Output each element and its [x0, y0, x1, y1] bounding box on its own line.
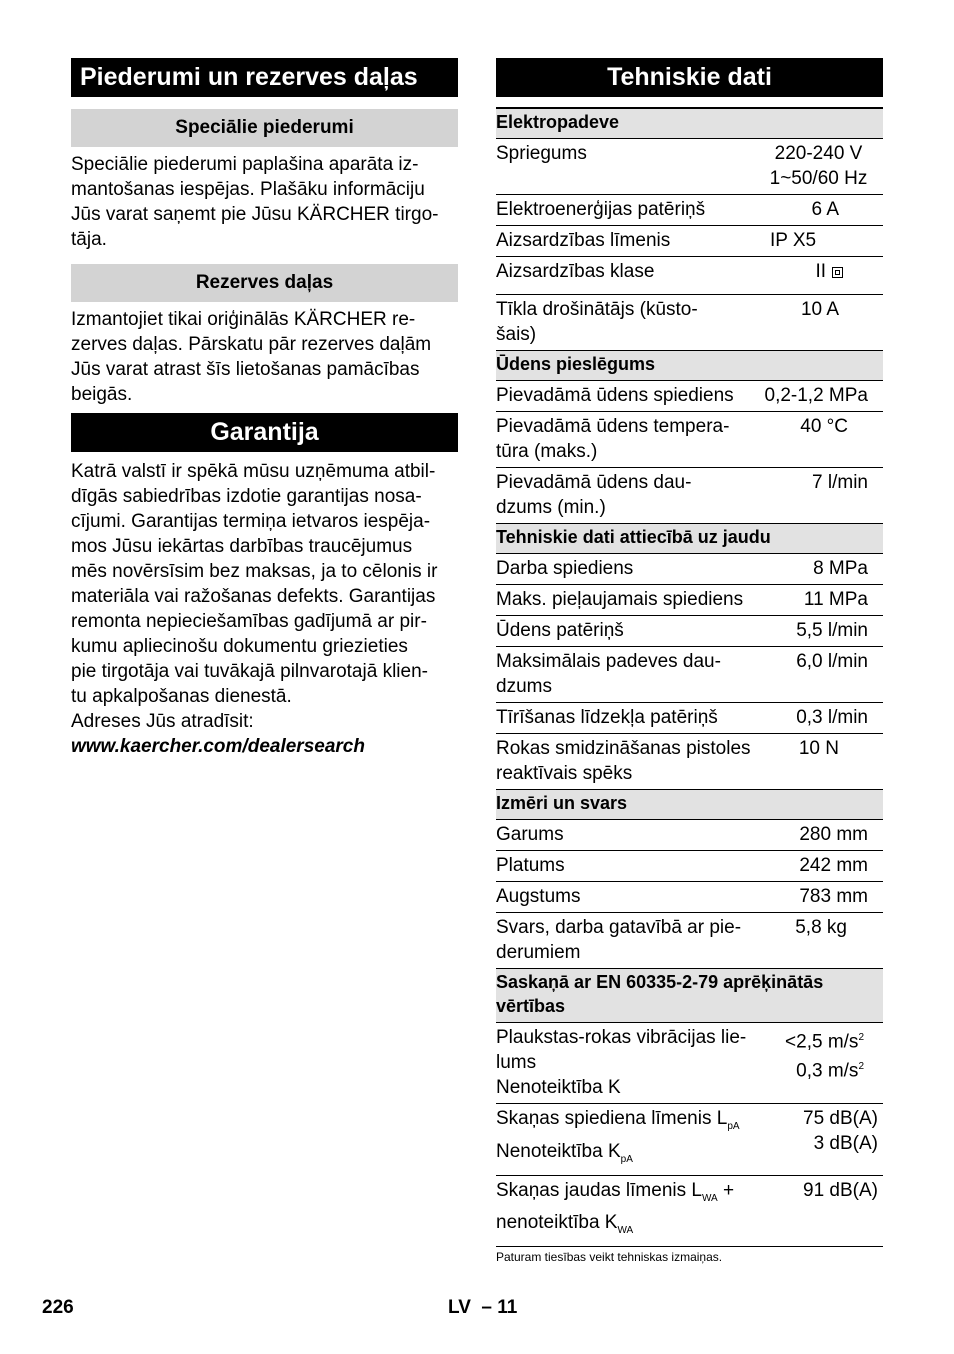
text-line: Jūs varat saņemt pie Jūsu KÄRCHER tirgo- — [71, 204, 439, 225]
row-label: Spriegums — [496, 143, 587, 164]
section-row-dimensions — [496, 790, 883, 820]
row-value: 91 dB(A) — [803, 1179, 878, 1201]
row-label — [496, 412, 754, 468]
row-value: IP X5 — [770, 230, 817, 251]
label-line: Rokas smidzināšanas pistoles — [496, 738, 751, 759]
text-line: tu apkalpošanas dienestā. — [71, 686, 292, 707]
text-line: cījumi. Garantijas termiņa ietvaros iespēja- — [71, 511, 431, 532]
label-text: Skaņas jaudas līmenis L — [496, 1179, 702, 1201]
row-label: Elektroenerģijas patēriņš — [496, 199, 706, 220]
label-text: Skaņas spiediena līmenis L — [496, 1108, 728, 1129]
left-column — [71, 58, 458, 759]
value-line — [754, 1025, 864, 1054]
special-accessories-heading: Speciālie piederumi — [71, 109, 458, 147]
table-row — [496, 554, 883, 585]
tech-data-heading: Tehniskie dati — [496, 58, 883, 97]
table-row — [496, 703, 883, 734]
row-value: 40 °C — [800, 416, 848, 437]
row-label: Aizsardzības klase — [496, 261, 655, 282]
table-row — [496, 139, 883, 195]
label-line: Pievadāmā ūdens dau- — [496, 472, 692, 493]
value-line: 3 dB(A) — [813, 1133, 878, 1154]
table-row — [496, 226, 883, 257]
protection-class-symbol-icon — [832, 267, 843, 278]
row-label: Maks. pieļaujamais spiediens — [496, 589, 744, 610]
label-line: Svars, darba gatavībā ar pie- — [496, 917, 742, 938]
table-row — [496, 851, 883, 882]
section-title — [496, 969, 883, 1023]
table-row — [496, 585, 883, 616]
label-line: lums — [496, 1052, 537, 1073]
text-line: Izmantojiet tikai oriģinālās KÄRCHER re- — [71, 309, 416, 330]
warranty-heading: Garantija — [71, 413, 458, 452]
accessories-heading: Piederumi un rezerves daļas — [71, 58, 458, 97]
row-value: 280 mm — [799, 824, 868, 845]
label-subscript: WA — [701, 1192, 718, 1204]
row-label — [496, 468, 754, 524]
row-value: 10 N — [798, 738, 839, 759]
protection-class-text: II — [815, 261, 826, 282]
section-row-performance — [496, 524, 883, 554]
row-value — [754, 257, 883, 295]
row-value — [754, 1104, 883, 1176]
text-line: dīgās sabiedrības izdotie garantijas nosa- — [71, 486, 422, 507]
row-label: Garums — [496, 824, 564, 845]
label-subscript: pA — [620, 1153, 633, 1165]
section-row-en-values — [496, 969, 883, 1023]
right-column — [496, 58, 883, 1264]
section-title-line: Saskaņā ar EN 60335-2-79 aprēķinātās — [496, 972, 824, 992]
row-value: 5,5 l/min — [796, 620, 868, 641]
section-title-line: vērtības — [496, 996, 566, 1016]
table-row — [496, 295, 883, 351]
table-row — [496, 1104, 883, 1176]
row-label — [496, 1175, 754, 1247]
table-row — [496, 468, 883, 524]
table-row — [496, 257, 883, 295]
vibration-value: <2,5 m/s — [785, 1031, 859, 1053]
label-line — [496, 1139, 754, 1172]
vibration-k-value: 0,3 m/s — [796, 1060, 859, 1082]
label-line: tūra (maks.) — [496, 441, 598, 462]
language-page-label: LV – 11 — [448, 1297, 518, 1318]
special-accessories-text — [71, 152, 458, 252]
label-line: dzums — [496, 676, 552, 697]
label-line: Nenoteiktība K — [496, 1077, 621, 1098]
text-line: Katrā valstī ir spēkā mūsu uzņēmuma atbil- — [71, 461, 436, 482]
row-value: 11 MPa — [803, 589, 868, 610]
unit-exponent: 2 — [858, 1032, 864, 1043]
section-row-water — [496, 351, 883, 381]
row-value — [754, 1023, 883, 1104]
table-row — [496, 882, 883, 913]
warranty-text — [71, 459, 458, 759]
row-label: Augstums — [496, 886, 581, 907]
section-title: Izmēri un svars — [496, 790, 883, 820]
value-line — [754, 1054, 864, 1083]
spare-parts-heading: Rezerves daļas — [71, 264, 458, 302]
row-value: 5,8 kg — [795, 917, 847, 938]
row-label — [496, 1104, 754, 1176]
section-row-power — [496, 108, 883, 139]
section-title: Ūdens pieslēgums — [496, 351, 883, 381]
row-value: 0,2-1,2 MPa — [764, 385, 868, 406]
text-line: Jūs varat atrast šīs lietošanas pamācības — [71, 359, 420, 380]
label-line: dzums (min.) — [496, 497, 606, 518]
row-label: Platums — [496, 855, 565, 876]
label-plus: + — [717, 1179, 735, 1201]
row-value: 783 mm — [799, 886, 868, 907]
table-row — [496, 913, 883, 969]
row-label — [496, 734, 754, 790]
table-row — [496, 1023, 883, 1104]
label-line: Tīkla drošinātājs (kūsto- — [496, 299, 698, 320]
row-label: Darba spiediens — [496, 558, 634, 579]
row-value: 8 MPa — [813, 558, 868, 579]
table-row — [496, 647, 883, 703]
row-value: 6 A — [811, 199, 839, 220]
row-value: 242 mm — [799, 855, 868, 876]
text-line: zerves daļas. Pārskatu pār rezerves daļām — [71, 334, 432, 355]
label-line: šais) — [496, 324, 537, 345]
label-subscript: pA — [727, 1120, 740, 1132]
label-line — [496, 1210, 754, 1243]
text-line: tāja. — [71, 229, 107, 250]
section-title: Tehniskie dati attiecībā uz jaudu — [496, 524, 883, 554]
row-value: 0,3 l/min — [796, 707, 868, 728]
value-line: 1~50/60 Hz — [769, 168, 868, 189]
label-line: Plaukstas-rokas vibrācijas lie- — [496, 1027, 747, 1048]
dealer-search-link[interactable]: www.kaercher.com/dealersearch — [71, 736, 365, 757]
table-row — [496, 1175, 883, 1247]
label-line: Pievadāmā ūdens tempera- — [496, 416, 730, 437]
address-label: Adreses Jūs atradīsit: — [71, 711, 254, 732]
technical-changes-note: Paturam tiesības veikt tehniskas izmaiņas. — [496, 1250, 723, 1265]
row-label: Aizsardzības līmenis — [496, 230, 671, 251]
table-row — [496, 412, 883, 468]
text-line: remonta nepieciešamības gadījumā ar pir- — [71, 611, 427, 632]
text-line: mēs novērsīsim bez maksas, ja to cēlonis ir — [71, 561, 438, 582]
row-label — [496, 647, 754, 703]
table-row — [496, 616, 883, 647]
text-line: pie tirgotāja vai tuvākajā pilnvarotajā klien- — [71, 661, 428, 682]
label-line: Maksimālais padeves dau- — [496, 651, 721, 672]
row-label — [496, 295, 754, 351]
row-value: 7 l/min — [812, 472, 868, 493]
text-line: kumu apliecinošu dokumentu griezieties — [71, 636, 408, 657]
row-value: 10 A — [800, 299, 839, 320]
label-line: derumiem — [496, 942, 581, 963]
tech-data-table — [496, 107, 883, 1247]
text-line: beigās. — [71, 384, 133, 405]
page-number: 226 — [42, 1297, 74, 1318]
label-text: nenoteiktība K — [496, 1212, 618, 1234]
label-subscript: WA — [617, 1225, 634, 1237]
label-line: reaktīvais spēks — [496, 763, 633, 784]
row-label: Ūdens patēriņš — [496, 620, 624, 641]
label-line — [496, 1106, 754, 1139]
row-label — [496, 1023, 754, 1104]
section-title: Elektropadeve — [496, 108, 883, 139]
table-row — [496, 381, 883, 412]
text-line: Speciālie piederumi paplašina aparāta iz- — [71, 154, 419, 175]
row-label: Tīrīšanas līdzekļa patēriņš — [496, 707, 718, 728]
label-text: Nenoteiktība K — [496, 1140, 621, 1162]
text-line: materiāla vai ražošanas defekts. Garantijas — [71, 586, 436, 607]
value-line: 220-240 V — [774, 143, 863, 164]
row-label — [496, 913, 754, 969]
table-row — [496, 195, 883, 226]
row-value: 6,0 l/min — [796, 651, 868, 672]
unit-exponent: 2 — [858, 1061, 864, 1073]
table-row — [496, 734, 883, 790]
spare-parts-text — [71, 307, 458, 407]
text-line: mantošanas iespējas. Plašāku informāciju — [71, 179, 425, 200]
label-line — [496, 1178, 754, 1211]
table-row — [496, 820, 883, 851]
row-value — [754, 139, 883, 195]
text-line: mos Jūsu iekārtas darbības traucējumus — [71, 536, 413, 557]
value-line: 75 dB(A) — [803, 1108, 878, 1129]
row-label: Pievadāmā ūdens spiediens — [496, 385, 734, 406]
